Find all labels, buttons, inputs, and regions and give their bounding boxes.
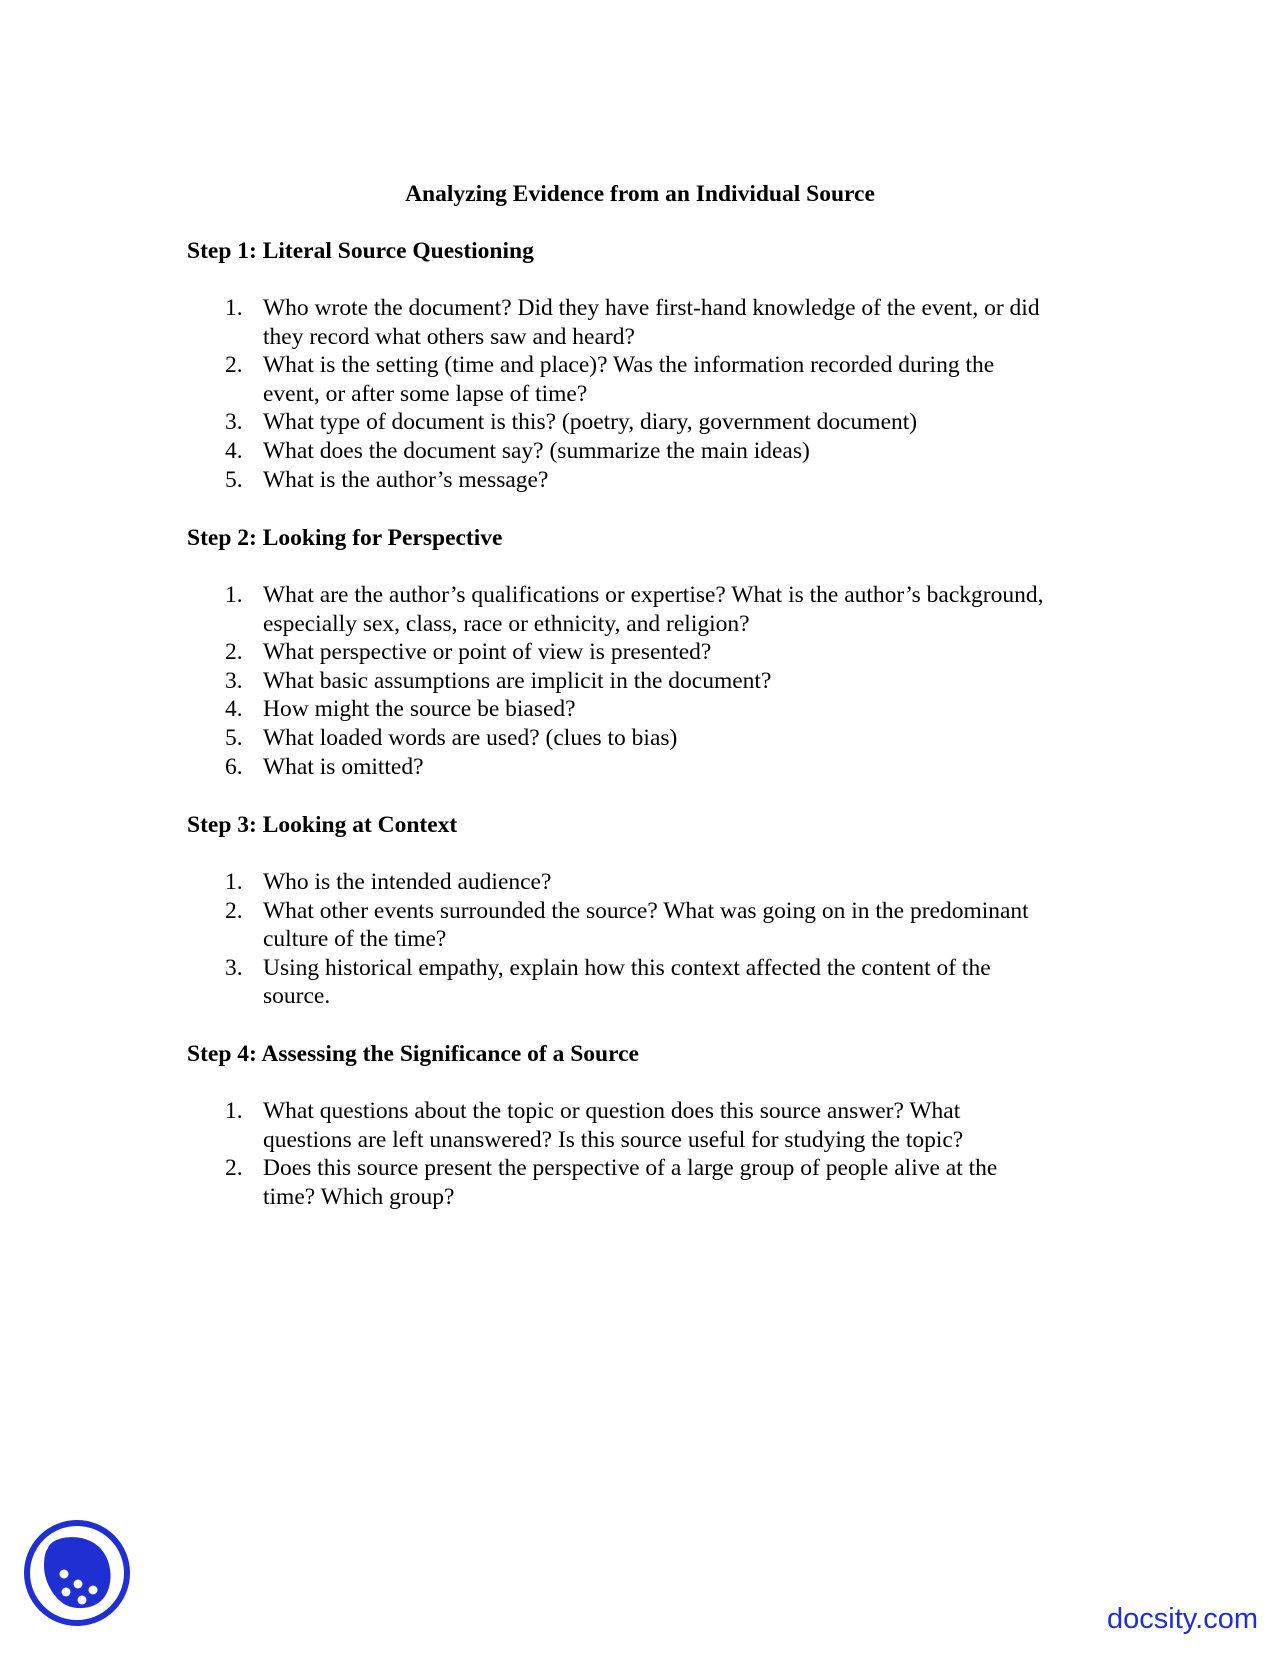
item-number: 1. [225,869,243,895]
item-number: 3. [225,954,243,981]
item-number: 3. [225,409,243,436]
item-number: 2. [225,639,243,666]
item-number: 1. [225,1098,243,1124]
section-heading: Step 3: Looking at Context [187,812,458,838]
list-item [187,724,1053,753]
item-number: 4. [225,696,243,723]
docsity-logo-icon [22,1518,132,1628]
item-text: What are the author’s qualifications or expertise? What is the author’s background, especially sex, class, race or ethnicity, and religion? [263,582,1044,637]
section-step-4 [187,1040,1107,1211]
item-text: What is the setting (time and place)? Was the information recorded during the event, or after some lapse of time? [263,352,995,407]
section-heading: Step 4: Assessing the Significance of a Source [187,1041,639,1067]
item-text: What is the author’s message? [263,466,549,493]
item-text: Who is the intended audience? [263,869,552,895]
list-item [187,868,1053,897]
item-number: 1. [225,582,243,608]
list-item [187,667,1053,696]
item-number: 6. [225,753,243,780]
item-number: 4. [225,437,243,464]
item-text: Who wrote the document? Did they have first-hand knowledge of the event, or did they record what others saw and heard? [263,295,1040,350]
item-text: What does the document say? (summarize the main ideas) [263,437,810,464]
section-heading: Step 2: Looking for Perspective [187,525,503,551]
item-number: 2. [225,897,243,924]
document-title: Analyzing Evidence from an Individual Source [405,181,875,207]
question-list [187,581,1107,781]
list-item [187,294,1053,351]
item-text: What other events surrounded the source? What was going on in the predominant culture of the time? [263,897,1029,953]
question-list [187,294,1107,494]
item-text: How might the source be biased? [263,696,576,723]
item-text: Using historical empathy, explain how this context affected the content of the source. [263,954,991,1010]
section-heading: Step 1: Literal Source Questioning [187,238,534,264]
list-item [187,351,1053,408]
list-item [187,466,1053,495]
item-number: 3. [225,667,243,694]
item-text: What loaded words are used? (clues to bias) [263,724,678,751]
item-number: 5. [225,724,243,751]
item-text: What perspective or point of view is presented? [263,639,712,666]
item-number: 1. [225,295,243,321]
list-item [187,753,1053,782]
section-step-3 [187,811,1107,1011]
list-item [187,437,1053,466]
list-item [187,695,1053,724]
item-text: Does this source present the perspective of a large group of people alive at the time? Which group? [263,1155,998,1210]
question-list [187,868,1107,1011]
item-text: What is omitted? [263,753,424,780]
section-step-2 [187,524,1107,781]
section-step-1 [187,237,1107,494]
item-text: What type of document is this? (poetry, diary, government document) [263,409,918,436]
docsity-brand-link[interactable]: docsity.com [1107,1603,1258,1635]
list-item [187,638,1053,667]
item-number: 2. [225,352,243,379]
item-number: 2. [225,1155,243,1182]
docsity-logo-svg [22,1518,132,1628]
list-item [187,408,1053,437]
list-item [187,954,1053,1011]
list-item [187,1154,1053,1211]
item-number: 5. [225,466,243,493]
list-item [187,897,1053,954]
list-item [187,581,1053,638]
item-text: What questions about the topic or question does this source answer? What questions are left unanswered? Is this source useful for studying the topic? [263,1098,964,1153]
question-list [187,1097,1107,1211]
item-text: What basic assumptions are implicit in the document? [263,667,772,694]
list-item [187,1097,1053,1154]
